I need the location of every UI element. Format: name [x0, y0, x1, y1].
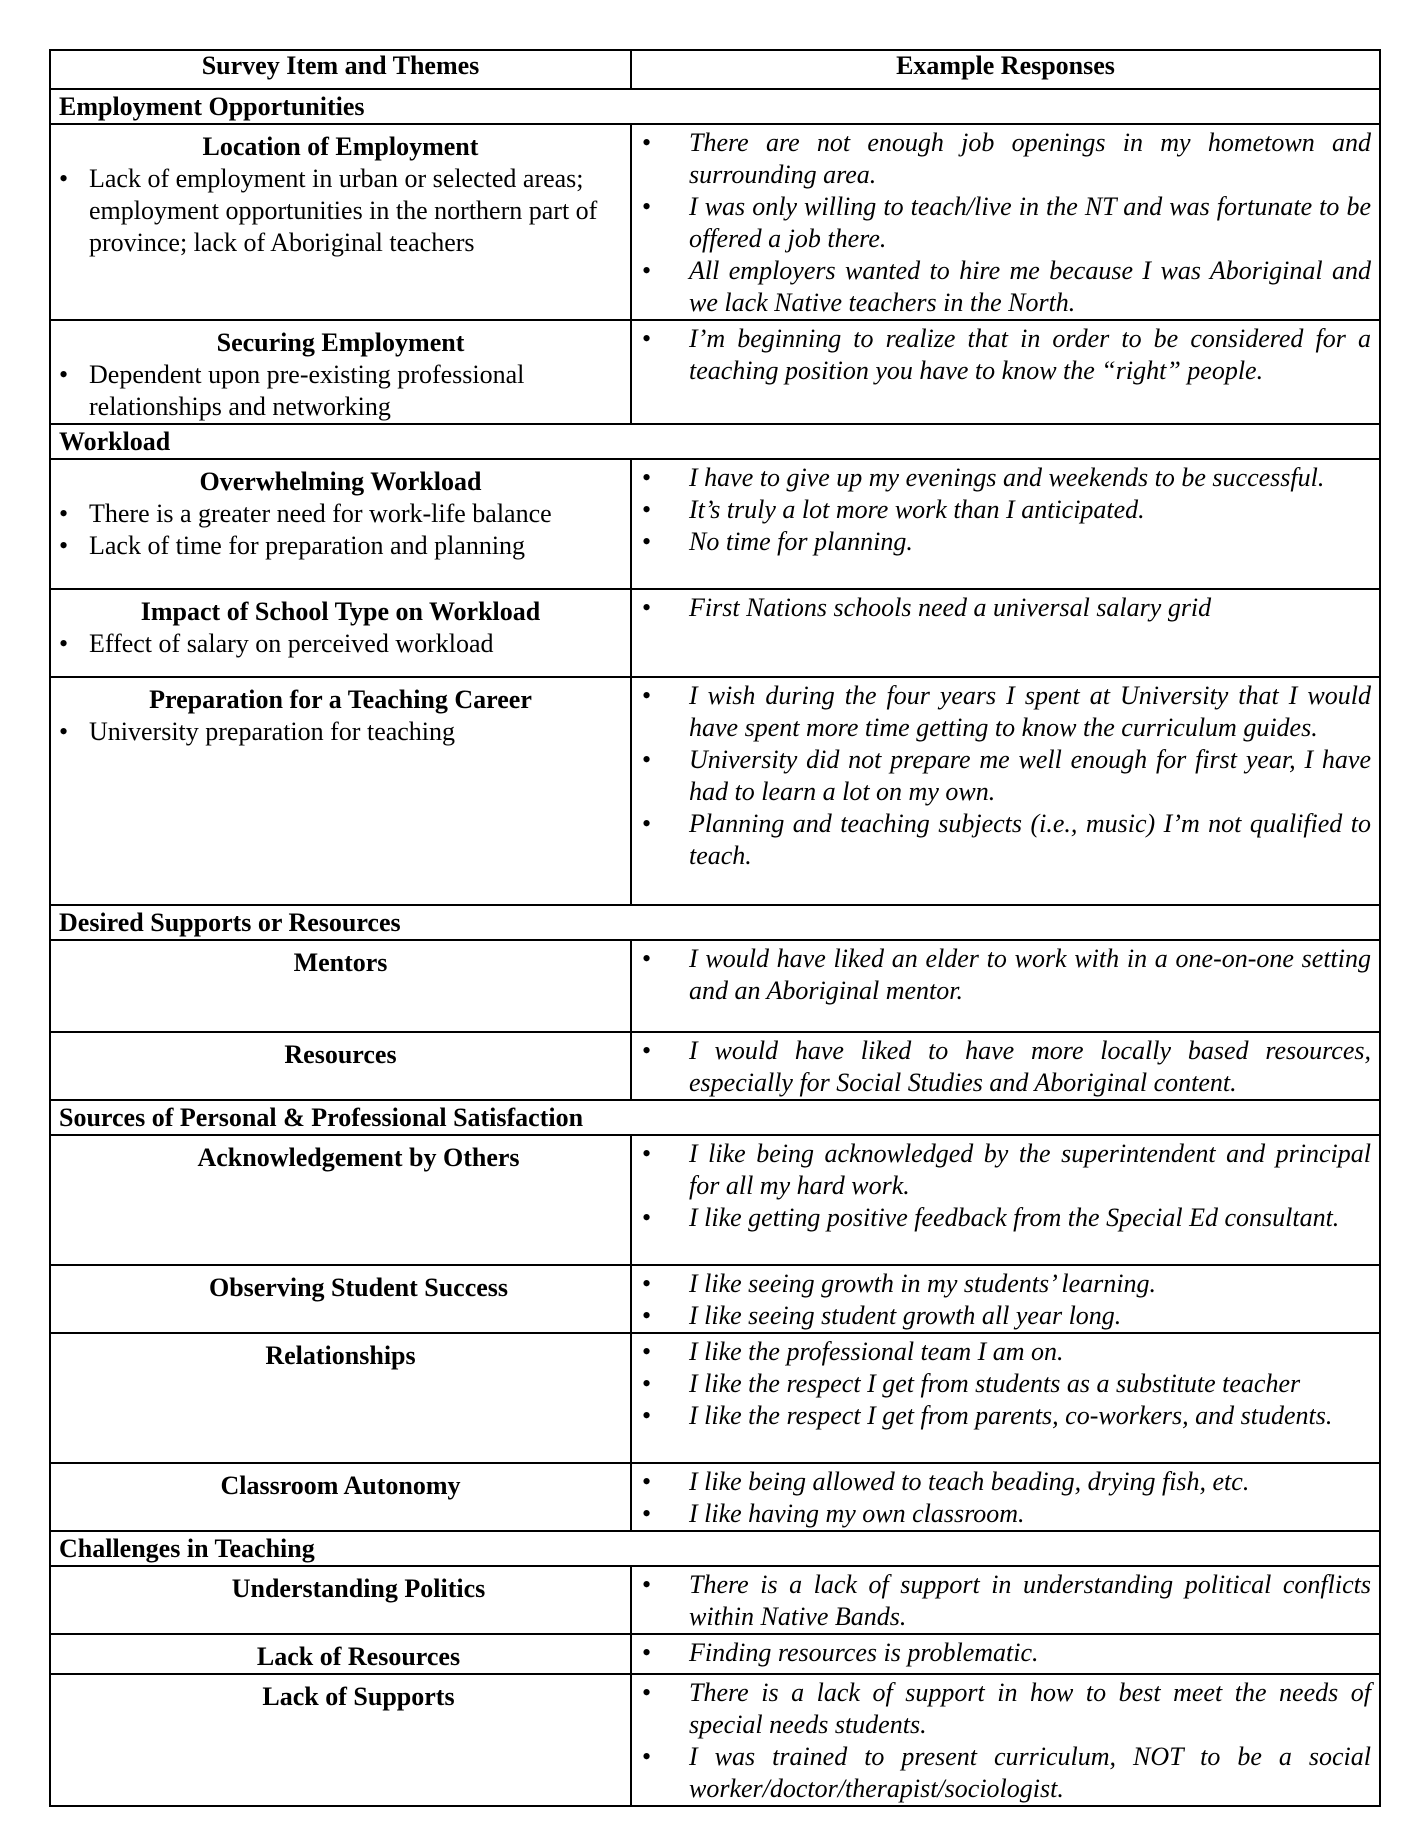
theme-row	[50, 589, 1380, 677]
theme-bullet-list	[51, 716, 630, 748]
theme-cell	[50, 124, 631, 320]
response-list	[632, 1637, 1379, 1669]
response-cell	[631, 677, 1380, 905]
theme-cell	[50, 459, 631, 589]
response-cell	[631, 1674, 1380, 1806]
theme-cell	[50, 1032, 631, 1100]
theme-bullet: • University preparation for teaching	[51, 716, 630, 748]
response-item: • There is a lack of support in understanding political conflicts within Native Bands.	[632, 1569, 1379, 1633]
response-list	[632, 1035, 1379, 1099]
response-list	[632, 127, 1379, 319]
response-cell	[631, 940, 1380, 1032]
theme-title: Resources	[284, 1040, 397, 1069]
response-item: • I wish during the four years I spent at University that I would have spent more time getting to know the curriculum guides.	[632, 680, 1379, 744]
theme-title: Preparation for a Teaching Career	[149, 685, 532, 714]
theme-row	[50, 677, 1380, 905]
header-row	[50, 50, 1380, 89]
response-cell	[631, 589, 1380, 677]
theme-cell	[50, 677, 631, 905]
section-row	[50, 905, 1380, 940]
theme-title: Lack of Supports	[262, 1682, 455, 1711]
theme-row	[50, 124, 1380, 320]
section-row	[50, 1531, 1380, 1566]
response-list	[632, 1466, 1379, 1530]
response-cell	[631, 1463, 1380, 1531]
theme-bullet-list	[51, 498, 630, 562]
response-list	[632, 1336, 1379, 1432]
theme-row	[50, 1674, 1380, 1806]
theme-row	[50, 1135, 1380, 1265]
response-list	[632, 1268, 1379, 1332]
response-item: • I’m beginning to realize that in order to be considered for a teaching position you have to know the “right” people.	[632, 323, 1379, 387]
theme-bullet-list	[51, 163, 630, 259]
response-item: • I would have liked an elder to work with in a one-on-one setting and an Aboriginal mentor.	[632, 943, 1379, 1007]
theme-row	[50, 1265, 1380, 1333]
section-title: Challenges in Teaching	[50, 1531, 1380, 1566]
response-item: • I was only willing to teach/live in the NT and was fortunate to be offered a job there.	[632, 191, 1379, 255]
header-right: Example Responses	[631, 50, 1380, 89]
theme-title: Lack of Resources	[256, 1642, 461, 1671]
theme-bullet-list	[51, 359, 630, 423]
response-item: • It’s truly a lot more work than I anticipated.	[632, 494, 1379, 526]
theme-title: Impact of School Type on Workload	[140, 597, 541, 626]
response-item: • I like being acknowledged by the superintendent and principal for all my hard work.	[632, 1138, 1379, 1202]
theme-title: Location of Employment	[202, 132, 479, 161]
response-item: • I would have liked to have more locally based resources, especially for Social Studies and Aboriginal content.	[632, 1035, 1379, 1099]
response-list	[632, 462, 1379, 558]
theme-bullet: • There is a greater need for work-life balance	[51, 498, 630, 530]
response-cell	[631, 124, 1380, 320]
theme-row	[50, 940, 1380, 1032]
theme-cell	[50, 1566, 631, 1634]
response-list	[632, 1569, 1379, 1633]
response-item: • I like having my own classroom.	[632, 1498, 1379, 1530]
theme-cell	[50, 1674, 631, 1806]
response-cell	[631, 1032, 1380, 1100]
response-item: • There are not enough job openings in my hometown and surrounding area.	[632, 127, 1379, 191]
response-item: • All employers wanted to hire me because I was Aboriginal and we lack Native teachers in the North.	[632, 255, 1379, 319]
theme-row	[50, 1634, 1380, 1674]
theme-cell	[50, 1463, 631, 1531]
theme-row	[50, 1333, 1380, 1463]
theme-title: Mentors	[293, 948, 388, 977]
response-item: • Finding resources is problematic.	[632, 1637, 1379, 1669]
theme-cell	[50, 940, 631, 1032]
response-list	[632, 680, 1379, 872]
theme-title: Overwhelming Workload	[199, 467, 482, 496]
response-item: • No time for planning.	[632, 526, 1379, 558]
response-cell	[631, 1333, 1380, 1463]
response-list	[632, 592, 1379, 624]
theme-title: Acknowledgement by Others	[197, 1143, 520, 1172]
response-item: • There is a lack of support in how to best meet the needs of special needs students.	[632, 1677, 1379, 1741]
section-title: Sources of Personal & Professional Satisfaction	[50, 1100, 1380, 1135]
table-body	[50, 89, 1380, 1806]
response-list	[632, 1138, 1379, 1234]
section-title: Employment Opportunities	[50, 89, 1380, 124]
header-left: Survey Item and Themes	[50, 50, 631, 89]
theme-cell	[50, 1135, 631, 1265]
theme-row	[50, 1463, 1380, 1531]
theme-bullet: • Effect of salary on perceived workload	[51, 628, 630, 660]
theme-title: Relationships	[265, 1341, 416, 1370]
response-cell	[631, 1135, 1380, 1265]
response-item: • I like the professional team I am on.	[632, 1336, 1379, 1368]
response-item: • I like being allowed to teach beading, drying fish, etc.	[632, 1466, 1379, 1498]
section-row	[50, 1100, 1380, 1135]
response-item: • I like the respect I get from students as a substitute teacher	[632, 1368, 1379, 1400]
theme-bullet-list	[51, 628, 630, 660]
theme-title: Understanding Politics	[231, 1574, 486, 1603]
response-item: • I like the respect I get from parents, co-workers, and students.	[632, 1400, 1379, 1432]
theme-cell	[50, 1634, 631, 1674]
theme-row	[50, 320, 1380, 424]
section-row	[50, 424, 1380, 459]
response-list	[632, 1677, 1379, 1805]
theme-title: Classroom Autonomy	[220, 1471, 461, 1500]
response-list	[632, 943, 1379, 1007]
response-item: • University did not prepare me well enough for first year, I have had to learn a lot on my own.	[632, 744, 1379, 808]
response-list	[632, 323, 1379, 387]
theme-row	[50, 1032, 1380, 1100]
response-item: • I like seeing growth in my students’ learning.	[632, 1268, 1379, 1300]
response-item: • I have to give up my evenings and weekends to be successful.	[632, 462, 1379, 494]
response-cell	[631, 1265, 1380, 1333]
theme-row	[50, 1566, 1380, 1634]
theme-cell	[50, 320, 631, 424]
theme-cell	[50, 589, 631, 677]
section-title: Desired Supports or Resources	[50, 905, 1380, 940]
theme-bullet: • Lack of employment in urban or selected areas; employment opportunities in the northern part of province; lack of Aboriginal teachers	[51, 163, 630, 259]
response-item: • I like getting positive feedback from the Special Ed consultant.	[632, 1202, 1379, 1234]
theme-row	[50, 459, 1380, 589]
response-item: • First Nations schools need a universal salary grid	[632, 592, 1379, 624]
theme-cell	[50, 1265, 631, 1333]
theme-cell	[50, 1333, 631, 1463]
theme-bullet: • Dependent upon pre-existing professional relationships and networking	[51, 359, 630, 423]
theme-title: Securing Employment	[216, 328, 465, 357]
response-cell	[631, 1634, 1380, 1674]
response-cell	[631, 320, 1380, 424]
response-item: • I was trained to present curriculum, NOT to be a social worker/doctor/therapist/sociologist.	[632, 1741, 1379, 1805]
response-cell	[631, 1566, 1380, 1634]
response-item: • Planning and teaching subjects (i.e., music) I’m not qualified to teach.	[632, 808, 1379, 872]
theme-bullet: • Lack of time for preparation and planning	[51, 530, 630, 562]
section-row	[50, 89, 1380, 124]
response-cell	[631, 459, 1380, 589]
theme-title: Observing Student Success	[208, 1273, 509, 1302]
section-title: Workload	[50, 424, 1380, 459]
response-item: • I like seeing student growth all year long.	[632, 1300, 1379, 1332]
themes-table	[49, 49, 1381, 1807]
